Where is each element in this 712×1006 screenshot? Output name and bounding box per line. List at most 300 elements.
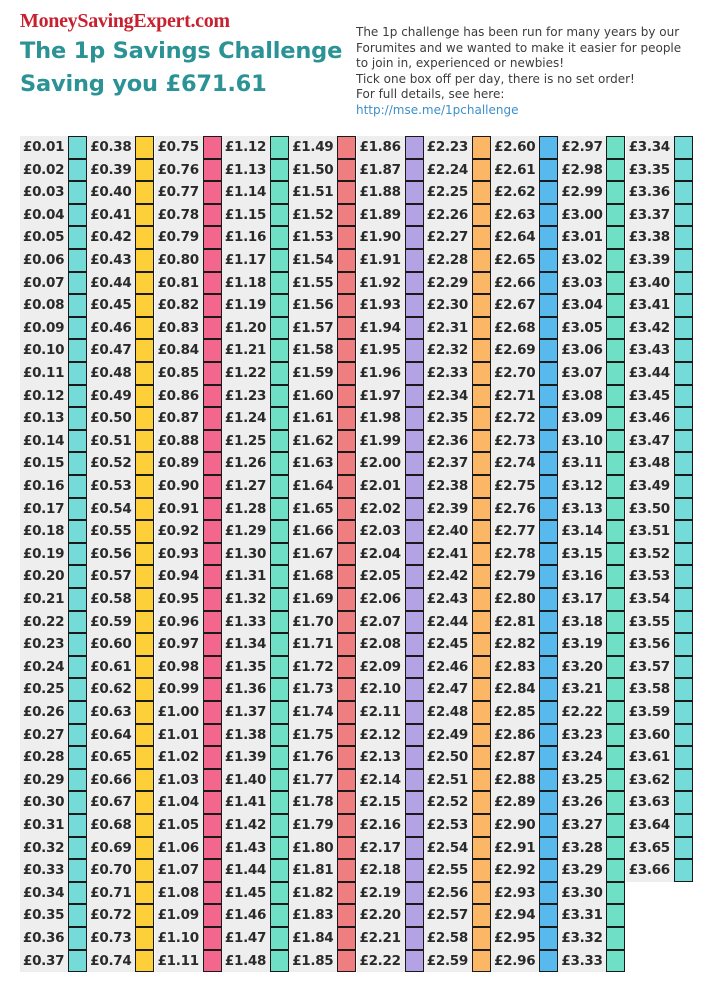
tick-box[interactable] (337, 204, 356, 227)
tick-box[interactable] (405, 430, 424, 453)
tick-box[interactable] (68, 249, 87, 272)
tick-box[interactable] (472, 385, 491, 408)
tick-box[interactable] (203, 814, 222, 837)
tick-box[interactable] (539, 362, 558, 385)
tick-box[interactable] (203, 272, 222, 295)
tick-box[interactable] (135, 226, 154, 249)
tick-box[interactable] (539, 181, 558, 204)
tick-box[interactable] (203, 588, 222, 611)
tick-box[interactable] (68, 746, 87, 769)
tick-box[interactable] (472, 791, 491, 814)
tick-box[interactable] (606, 407, 625, 430)
tick-box[interactable] (405, 249, 424, 272)
tick-box[interactable] (135, 430, 154, 453)
tick-box[interactable] (606, 904, 625, 927)
tick-box[interactable] (606, 769, 625, 792)
tick-box[interactable] (472, 226, 491, 249)
tick-box[interactable] (337, 950, 356, 973)
tick-box[interactable] (203, 475, 222, 498)
tick-box[interactable] (674, 588, 693, 611)
tick-box[interactable] (405, 407, 424, 430)
tick-box[interactable] (674, 656, 693, 679)
tick-box[interactable] (135, 181, 154, 204)
tick-box[interactable] (539, 475, 558, 498)
tick-box[interactable] (472, 294, 491, 317)
tick-box[interactable] (270, 498, 289, 521)
tick-box[interactable] (270, 859, 289, 882)
tick-box[interactable] (405, 859, 424, 882)
tick-box[interactable] (270, 633, 289, 656)
tick-box[interactable] (674, 385, 693, 408)
tick-box[interactable] (539, 272, 558, 295)
tick-box[interactable] (203, 204, 222, 227)
tick-box[interactable] (135, 746, 154, 769)
tick-box[interactable] (337, 362, 356, 385)
tick-box[interactable] (405, 475, 424, 498)
tick-box[interactable] (674, 407, 693, 430)
tick-box[interactable] (270, 385, 289, 408)
tick-box[interactable] (270, 362, 289, 385)
tick-box[interactable] (405, 746, 424, 769)
tick-box[interactable] (68, 633, 87, 656)
tick-box[interactable] (674, 543, 693, 566)
mse-logo[interactable]: MoneySavingExpert.com (20, 10, 230, 32)
tick-box[interactable] (674, 272, 693, 295)
tick-box[interactable] (472, 882, 491, 905)
tick-box[interactable] (539, 882, 558, 905)
tick-box[interactable] (337, 904, 356, 927)
tick-box[interactable] (472, 452, 491, 475)
tick-box[interactable] (606, 159, 625, 182)
tick-box[interactable] (203, 633, 222, 656)
tick-box[interactable] (405, 565, 424, 588)
tick-box[interactable] (270, 950, 289, 973)
tick-box[interactable] (472, 633, 491, 656)
tick-box[interactable] (135, 272, 154, 295)
tick-box[interactable] (405, 678, 424, 701)
tick-box[interactable] (270, 656, 289, 679)
tick-box[interactable] (539, 159, 558, 182)
tick-box[interactable] (539, 317, 558, 340)
tick-box[interactable] (68, 882, 87, 905)
tick-box[interactable] (337, 611, 356, 634)
tick-box[interactable] (68, 181, 87, 204)
tick-box[interactable] (270, 520, 289, 543)
tick-box[interactable] (203, 498, 222, 521)
tick-box[interactable] (606, 927, 625, 950)
tick-box[interactable] (539, 611, 558, 634)
tick-box[interactable] (674, 520, 693, 543)
tick-box[interactable] (135, 769, 154, 792)
tick-box[interactable] (68, 791, 87, 814)
tick-box[interactable] (472, 159, 491, 182)
tick-box[interactable] (135, 701, 154, 724)
tick-box[interactable] (337, 136, 356, 159)
tick-box[interactable] (539, 859, 558, 882)
tick-box[interactable] (472, 475, 491, 498)
tick-box[interactable] (674, 362, 693, 385)
tick-box[interactable] (539, 814, 558, 837)
tick-box[interactable] (68, 339, 87, 362)
tick-box[interactable] (405, 272, 424, 295)
tick-box[interactable] (405, 362, 424, 385)
tick-box[interactable] (405, 724, 424, 747)
tick-box[interactable] (135, 950, 154, 973)
tick-box[interactable] (337, 588, 356, 611)
tick-box[interactable] (405, 904, 424, 927)
tick-box[interactable] (203, 362, 222, 385)
tick-box[interactable] (539, 769, 558, 792)
tick-box[interactable] (606, 226, 625, 249)
tick-box[interactable] (337, 882, 356, 905)
tick-box[interactable] (135, 136, 154, 159)
tick-box[interactable] (337, 678, 356, 701)
tick-box[interactable] (337, 452, 356, 475)
tick-box[interactable] (337, 927, 356, 950)
tick-box[interactable] (337, 565, 356, 588)
tick-box[interactable] (270, 407, 289, 430)
tick-box[interactable] (270, 791, 289, 814)
tick-box[interactable] (606, 588, 625, 611)
tick-box[interactable] (203, 678, 222, 701)
tick-box[interactable] (203, 882, 222, 905)
tick-box[interactable] (68, 611, 87, 634)
tick-box[interactable] (606, 678, 625, 701)
tick-box[interactable] (203, 181, 222, 204)
tick-box[interactable] (68, 656, 87, 679)
tick-box[interactable] (270, 837, 289, 860)
tick-box[interactable] (405, 927, 424, 950)
tick-box[interactable] (135, 339, 154, 362)
tick-box[interactable] (337, 385, 356, 408)
tick-box[interactable] (606, 362, 625, 385)
tick-box[interactable] (674, 452, 693, 475)
tick-box[interactable] (203, 226, 222, 249)
tick-box[interactable] (270, 181, 289, 204)
tick-box[interactable] (203, 317, 222, 340)
tick-box[interactable] (674, 791, 693, 814)
tick-box[interactable] (405, 701, 424, 724)
tick-box[interactable] (606, 339, 625, 362)
tick-box[interactable] (405, 611, 424, 634)
tick-box[interactable] (472, 407, 491, 430)
tick-box[interactable] (135, 814, 154, 837)
tick-box[interactable] (135, 859, 154, 882)
tick-box[interactable] (270, 543, 289, 566)
tick-box[interactable] (674, 724, 693, 747)
tick-box[interactable] (68, 159, 87, 182)
tick-box[interactable] (337, 724, 356, 747)
tick-box[interactable] (68, 701, 87, 724)
tick-box[interactable] (674, 136, 693, 159)
tick-box[interactable] (135, 498, 154, 521)
tick-box[interactable] (68, 543, 87, 566)
tick-box[interactable] (270, 611, 289, 634)
tick-box[interactable] (68, 362, 87, 385)
tick-box[interactable] (337, 430, 356, 453)
tick-box[interactable] (270, 159, 289, 182)
tick-box[interactable] (337, 814, 356, 837)
tick-box[interactable] (270, 814, 289, 837)
tick-box[interactable] (203, 407, 222, 430)
tick-box[interactable] (135, 159, 154, 182)
tick-box[interactable] (337, 407, 356, 430)
tick-box[interactable] (606, 543, 625, 566)
tick-box[interactable] (135, 678, 154, 701)
tick-box[interactable] (472, 611, 491, 634)
tick-box[interactable] (472, 746, 491, 769)
tick-box[interactable] (337, 159, 356, 182)
tick-box[interactable] (203, 520, 222, 543)
tick-box[interactable] (270, 904, 289, 927)
tick-box[interactable] (472, 430, 491, 453)
tick-box[interactable] (68, 769, 87, 792)
tick-box[interactable] (539, 452, 558, 475)
tick-box[interactable] (539, 543, 558, 566)
tick-box[interactable] (337, 249, 356, 272)
tick-box[interactable] (472, 272, 491, 295)
tick-box[interactable] (68, 452, 87, 475)
tick-box[interactable] (68, 272, 87, 295)
tick-box[interactable] (270, 339, 289, 362)
tick-box[interactable] (405, 588, 424, 611)
tick-box[interactable] (472, 565, 491, 588)
tick-box[interactable] (203, 565, 222, 588)
tick-box[interactable] (337, 339, 356, 362)
tick-box[interactable] (68, 430, 87, 453)
tick-box[interactable] (405, 543, 424, 566)
tick-box[interactable] (606, 565, 625, 588)
tick-box[interactable] (203, 769, 222, 792)
tick-box[interactable] (203, 837, 222, 860)
tick-box[interactable] (606, 317, 625, 340)
tick-box[interactable] (405, 791, 424, 814)
tick-box[interactable] (337, 520, 356, 543)
tick-box[interactable] (337, 543, 356, 566)
tick-box[interactable] (405, 950, 424, 973)
tick-box[interactable] (337, 656, 356, 679)
tick-box[interactable] (405, 452, 424, 475)
tick-box[interactable] (539, 249, 558, 272)
tick-box[interactable] (270, 678, 289, 701)
tick-box[interactable] (68, 814, 87, 837)
tick-box[interactable] (203, 746, 222, 769)
tick-box[interactable] (674, 859, 693, 882)
tick-box[interactable] (135, 249, 154, 272)
tick-box[interactable] (135, 837, 154, 860)
tick-box[interactable] (68, 520, 87, 543)
tick-box[interactable] (674, 317, 693, 340)
tick-box[interactable] (270, 565, 289, 588)
tick-box[interactable] (674, 430, 693, 453)
tick-box[interactable] (68, 498, 87, 521)
tick-box[interactable] (472, 904, 491, 927)
tick-box[interactable] (606, 249, 625, 272)
tick-box[interactable] (606, 791, 625, 814)
tick-box[interactable] (606, 204, 625, 227)
tick-box[interactable] (405, 204, 424, 227)
tick-box[interactable] (270, 226, 289, 249)
tick-box[interactable] (135, 452, 154, 475)
tick-box[interactable] (674, 249, 693, 272)
tick-box[interactable] (203, 701, 222, 724)
tick-box[interactable] (337, 272, 356, 295)
tick-box[interactable] (135, 407, 154, 430)
tick-box[interactable] (539, 294, 558, 317)
tick-box[interactable] (472, 769, 491, 792)
tick-box[interactable] (472, 927, 491, 950)
tick-box[interactable] (539, 746, 558, 769)
tick-box[interactable] (606, 611, 625, 634)
tick-box[interactable] (68, 226, 87, 249)
tick-box[interactable] (68, 136, 87, 159)
tick-box[interactable] (674, 339, 693, 362)
tick-box[interactable] (674, 204, 693, 227)
tick-box[interactable] (270, 588, 289, 611)
tick-box[interactable] (405, 294, 424, 317)
tick-box[interactable] (674, 181, 693, 204)
tick-box[interactable] (472, 724, 491, 747)
tick-box[interactable] (674, 746, 693, 769)
tick-box[interactable] (135, 475, 154, 498)
tick-box[interactable] (539, 136, 558, 159)
tick-box[interactable] (135, 204, 154, 227)
tick-box[interactable] (68, 294, 87, 317)
tick-box[interactable] (539, 565, 558, 588)
tick-box[interactable] (539, 430, 558, 453)
tick-box[interactable] (405, 339, 424, 362)
tick-box[interactable] (472, 656, 491, 679)
tick-box[interactable] (405, 656, 424, 679)
tick-box[interactable] (68, 904, 87, 927)
tick-box[interactable] (674, 701, 693, 724)
tick-box[interactable] (539, 498, 558, 521)
tick-box[interactable] (270, 136, 289, 159)
tick-box[interactable] (68, 724, 87, 747)
tick-box[interactable] (539, 226, 558, 249)
tick-box[interactable] (135, 520, 154, 543)
tick-box[interactable] (203, 430, 222, 453)
tick-box[interactable] (539, 385, 558, 408)
tick-box[interactable] (203, 136, 222, 159)
tick-box[interactable] (539, 588, 558, 611)
tick-box[interactable] (68, 385, 87, 408)
tick-box[interactable] (337, 769, 356, 792)
tick-box[interactable] (135, 543, 154, 566)
tick-box[interactable] (337, 633, 356, 656)
tick-box[interactable] (203, 294, 222, 317)
tick-box[interactable] (135, 633, 154, 656)
tick-box[interactable] (203, 859, 222, 882)
tick-box[interactable] (68, 204, 87, 227)
tick-box[interactable] (135, 724, 154, 747)
tick-box[interactable] (405, 520, 424, 543)
tick-box[interactable] (539, 927, 558, 950)
tick-box[interactable] (674, 159, 693, 182)
tick-box[interactable] (337, 226, 356, 249)
tick-box[interactable] (270, 882, 289, 905)
tick-box[interactable] (674, 226, 693, 249)
tick-box[interactable] (270, 452, 289, 475)
tick-box[interactable] (472, 136, 491, 159)
tick-box[interactable] (606, 520, 625, 543)
tick-box[interactable] (203, 791, 222, 814)
tick-box[interactable] (337, 746, 356, 769)
tick-box[interactable] (472, 249, 491, 272)
tick-box[interactable] (135, 611, 154, 634)
tick-box[interactable] (135, 317, 154, 340)
tick-box[interactable] (674, 678, 693, 701)
tick-box[interactable] (606, 701, 625, 724)
tick-box[interactable] (472, 950, 491, 973)
tick-box[interactable] (539, 791, 558, 814)
tick-box[interactable] (135, 294, 154, 317)
tick-box[interactable] (606, 633, 625, 656)
tick-box[interactable] (337, 181, 356, 204)
tick-box[interactable] (606, 656, 625, 679)
tick-box[interactable] (472, 204, 491, 227)
tick-box[interactable] (135, 385, 154, 408)
tick-box[interactable] (405, 226, 424, 249)
tick-box[interactable] (270, 724, 289, 747)
tick-box[interactable] (203, 452, 222, 475)
tick-box[interactable] (606, 837, 625, 860)
tick-box[interactable] (68, 950, 87, 973)
tick-box[interactable] (539, 904, 558, 927)
tick-box[interactable] (270, 317, 289, 340)
tick-box[interactable] (270, 746, 289, 769)
tick-box[interactable] (135, 882, 154, 905)
tick-box[interactable] (68, 859, 87, 882)
tick-box[interactable] (203, 724, 222, 747)
tick-box[interactable] (539, 204, 558, 227)
tick-box[interactable] (203, 950, 222, 973)
tick-box[interactable] (270, 430, 289, 453)
tick-box[interactable] (472, 859, 491, 882)
tick-box[interactable] (68, 927, 87, 950)
tick-box[interactable] (270, 294, 289, 317)
details-link[interactable]: http://mse.me/1pchallenge (356, 102, 519, 117)
tick-box[interactable] (337, 791, 356, 814)
tick-box[interactable] (68, 317, 87, 340)
tick-box[interactable] (674, 475, 693, 498)
tick-box[interactable] (405, 181, 424, 204)
tick-box[interactable] (135, 362, 154, 385)
tick-box[interactable] (203, 656, 222, 679)
tick-box[interactable] (606, 814, 625, 837)
tick-box[interactable] (337, 475, 356, 498)
tick-box[interactable] (405, 159, 424, 182)
tick-box[interactable] (203, 339, 222, 362)
tick-box[interactable] (539, 950, 558, 973)
tick-box[interactable] (472, 701, 491, 724)
tick-box[interactable] (539, 701, 558, 724)
tick-box[interactable] (539, 339, 558, 362)
tick-box[interactable] (674, 837, 693, 860)
tick-box[interactable] (472, 837, 491, 860)
tick-box[interactable] (68, 588, 87, 611)
tick-box[interactable] (606, 950, 625, 973)
tick-box[interactable] (606, 294, 625, 317)
tick-box[interactable] (472, 498, 491, 521)
tick-box[interactable] (270, 769, 289, 792)
tick-box[interactable] (203, 543, 222, 566)
tick-box[interactable] (203, 249, 222, 272)
tick-box[interactable] (606, 452, 625, 475)
tick-box[interactable] (472, 362, 491, 385)
tick-box[interactable] (674, 294, 693, 317)
tick-box[interactable] (539, 633, 558, 656)
